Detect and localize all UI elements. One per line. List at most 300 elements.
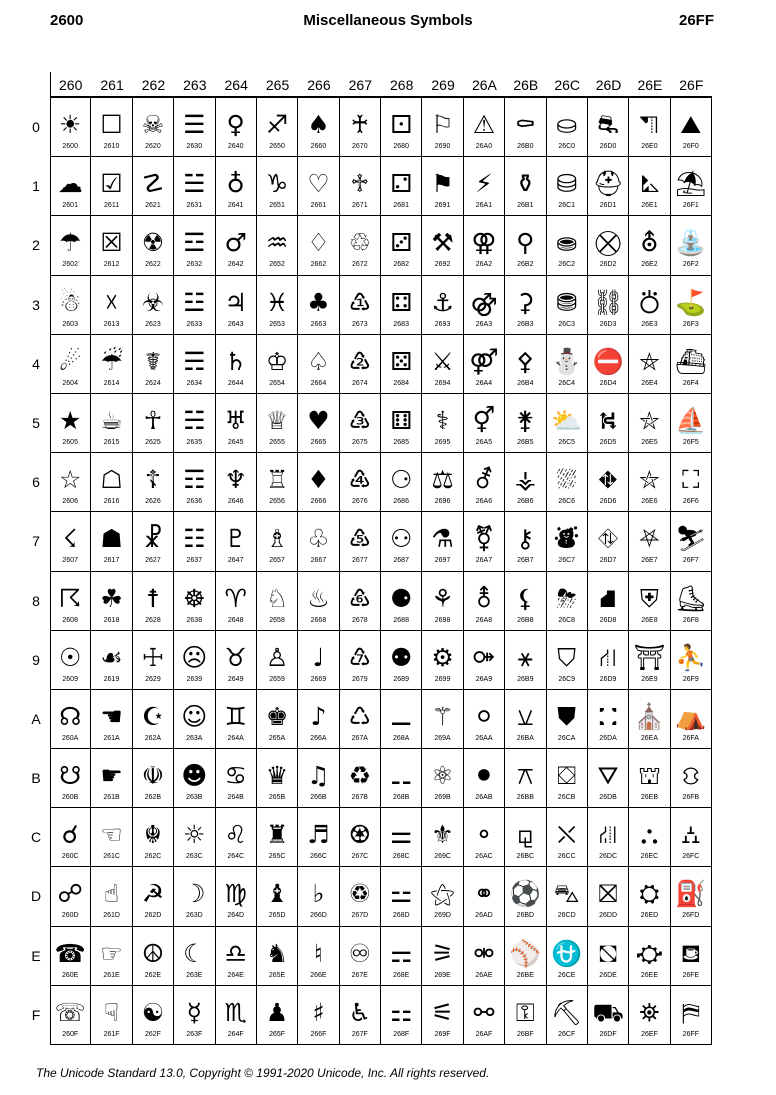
code-cell xyxy=(629,157,670,216)
symbol-glyph: ⚫ xyxy=(473,761,495,791)
symbol-glyph: ⛵ xyxy=(675,405,707,435)
symbol-glyph: ♉ xyxy=(224,642,247,672)
code-point-label: 26E9 xyxy=(641,675,658,683)
symbol-glyph: ♗ xyxy=(265,524,289,554)
code-point-label: 26C9 xyxy=(558,675,576,683)
code-point-label: 2688 xyxy=(393,616,409,624)
code-point-label: 2638 xyxy=(186,616,203,624)
symbol-glyph: ⚮ xyxy=(473,938,495,968)
code-cell xyxy=(505,867,546,926)
code-point-label: 267D xyxy=(351,912,369,920)
symbol-glyph: ♏ xyxy=(224,997,247,1027)
code-cell xyxy=(588,927,629,986)
code-cell xyxy=(464,690,505,749)
code-point-label: 2650 xyxy=(269,143,285,150)
code-point-label: 2643 xyxy=(227,320,244,328)
code-cell xyxy=(588,690,629,749)
code-point-label: 2632 xyxy=(186,261,203,269)
code-point-label: 2640 xyxy=(227,143,244,150)
symbol-glyph: ⛹ xyxy=(675,642,707,672)
symbol-glyph: ♣ xyxy=(307,287,330,317)
row-header: 9 xyxy=(32,651,40,668)
symbol-glyph: ☞ xyxy=(100,938,123,968)
symbol-glyph: ☯ xyxy=(141,997,165,1027)
code-point-label: 260D xyxy=(61,912,79,920)
symbol-glyph: ♎ xyxy=(224,938,247,968)
code-point-label: 2668 xyxy=(310,616,327,624)
code-point-label: 26C6 xyxy=(558,498,576,506)
code-point-label: 26AB xyxy=(475,794,493,802)
code-point-label: 267C xyxy=(351,853,369,861)
code-cell xyxy=(671,335,712,394)
code-cell xyxy=(381,453,422,512)
code-cell xyxy=(216,631,257,690)
code-point-label: 2655 xyxy=(269,438,285,446)
code-point-label: 26C7 xyxy=(558,557,576,565)
code-point-label: 2694 xyxy=(434,379,451,387)
code-cell xyxy=(505,808,546,867)
symbol-glyph: ⛤ xyxy=(639,346,660,376)
symbol-glyph: ⛅ xyxy=(551,405,583,435)
symbol-glyph: ☽ xyxy=(183,879,206,909)
code-cell xyxy=(629,216,670,275)
code-point-label: 2669 xyxy=(310,675,327,683)
symbol-glyph: ⚺ xyxy=(516,701,534,731)
symbol-glyph: ☍ xyxy=(57,879,83,909)
code-cell xyxy=(298,157,339,216)
code-cell xyxy=(216,335,257,394)
symbol-glyph: ⛲ xyxy=(675,228,707,258)
code-point-label: 26DF xyxy=(599,1030,617,1038)
code-point-label: 260C xyxy=(61,853,79,861)
symbol-glyph: ♸ xyxy=(348,583,372,613)
symbol-glyph: ☜ xyxy=(100,820,123,850)
code-cell xyxy=(381,927,422,986)
code-cell xyxy=(298,749,339,808)
code-cell xyxy=(340,216,381,275)
symbol-glyph: ⛍ xyxy=(553,879,580,909)
code-point-label: 26AF xyxy=(475,1030,493,1038)
code-point-label: 26C1 xyxy=(558,202,576,210)
code-point-label: 26A8 xyxy=(475,616,493,624)
code-point-label: 261E xyxy=(103,971,120,979)
symbol-glyph: ♓ xyxy=(265,287,289,317)
code-point-label: 26E2 xyxy=(641,261,658,269)
symbol-glyph: ♁ xyxy=(226,169,245,199)
code-cell xyxy=(174,453,215,512)
symbol-glyph: ♳ xyxy=(348,287,372,317)
symbol-glyph: ☒ xyxy=(100,228,123,258)
symbol-glyph: ⚅ xyxy=(390,405,413,435)
code-point-label: 261B xyxy=(103,794,120,802)
code-cell xyxy=(671,216,712,275)
symbol-glyph: ☉ xyxy=(58,642,82,672)
code-point-label: 269C xyxy=(434,853,451,861)
code-cell xyxy=(547,927,588,986)
code-cell xyxy=(505,986,546,1045)
symbol-glyph: ☂ xyxy=(58,228,82,258)
symbol-glyph: ⛂ xyxy=(556,228,578,258)
code-point-label: 26EA xyxy=(640,734,658,742)
row-header: 3 xyxy=(32,296,40,313)
code-point-label: 26A6 xyxy=(475,498,493,506)
symbol-glyph: ⚩ xyxy=(473,642,495,672)
code-point-label: 265A xyxy=(268,734,286,742)
code-point-label: 2608 xyxy=(62,616,78,624)
symbol-glyph: ⚘ xyxy=(431,583,454,613)
symbol-glyph: ♧ xyxy=(307,524,330,554)
symbol-glyph: ♨ xyxy=(307,583,330,613)
code-point-label: 2605 xyxy=(62,438,78,446)
code-cell xyxy=(91,98,132,157)
symbol-glyph: ⚴ xyxy=(516,346,535,376)
code-cell xyxy=(298,808,339,867)
column-header: 26A xyxy=(471,77,497,93)
symbol-glyph: ⚧ xyxy=(473,524,495,554)
code-cell xyxy=(216,216,257,275)
code-cell xyxy=(547,98,588,157)
symbol-glyph: ⚙ xyxy=(431,642,454,672)
symbol-glyph: ⚆ xyxy=(389,465,413,495)
code-cell xyxy=(133,98,174,157)
code-cell xyxy=(298,453,339,512)
symbol-glyph: ⚗ xyxy=(431,524,454,554)
symbol-glyph: ⛯ xyxy=(639,997,660,1027)
code-cell xyxy=(298,394,339,453)
symbol-glyph: ♻ xyxy=(348,761,372,791)
column-header: 268 xyxy=(390,77,414,93)
code-cell xyxy=(381,867,422,926)
symbol-glyph: ☓ xyxy=(104,287,119,317)
symbol-glyph: ♇ xyxy=(224,524,247,554)
code-point-label: 2684 xyxy=(393,379,409,387)
code-cell xyxy=(671,690,712,749)
code-cell xyxy=(257,335,298,394)
symbol-glyph: ☠ xyxy=(141,110,165,139)
symbol-glyph: ☐ xyxy=(100,110,123,139)
code-point-label: 269B xyxy=(434,794,451,802)
code-point-label: 263A xyxy=(186,734,203,742)
code-point-label: 2690 xyxy=(434,143,451,150)
symbol-glyph: ⛦ xyxy=(639,465,660,495)
symbol-glyph: ⛾ xyxy=(680,938,702,968)
symbol-glyph: ♰ xyxy=(350,110,370,139)
symbol-glyph: ☁ xyxy=(57,169,83,199)
code-cell xyxy=(174,927,215,986)
symbol-glyph: ☋ xyxy=(59,761,82,791)
code-point-label: 269D xyxy=(434,912,451,920)
code-cell xyxy=(133,631,174,690)
symbol-glyph: ⛻ xyxy=(681,761,701,791)
code-point-label: 265E xyxy=(268,971,286,979)
row-header: 4 xyxy=(32,355,40,372)
symbol-glyph: ⛝ xyxy=(598,879,618,909)
code-cell xyxy=(381,986,422,1045)
code-cell xyxy=(174,749,215,808)
code-cell xyxy=(216,927,257,986)
symbol-glyph: ☸ xyxy=(183,583,206,613)
symbol-glyph: ☫ xyxy=(141,761,165,791)
symbol-glyph: ⚐ xyxy=(431,110,454,139)
symbol-glyph: ⛼ xyxy=(681,820,701,850)
symbol-glyph: ⚥ xyxy=(472,405,496,435)
row-header: 5 xyxy=(32,414,40,431)
symbol-glyph: ☻ xyxy=(181,761,208,791)
code-cell xyxy=(547,808,588,867)
code-cell xyxy=(216,808,257,867)
code-point-label: 26BC xyxy=(516,853,535,861)
code-point-label: 26B8 xyxy=(517,616,534,624)
symbol-glyph: ⛔ xyxy=(592,346,624,376)
code-point-label: 26C8 xyxy=(558,616,576,624)
code-point-label: 26E3 xyxy=(641,320,658,328)
symbol-glyph: ☌ xyxy=(61,820,79,850)
code-cell xyxy=(422,335,463,394)
symbol-glyph: ☑ xyxy=(100,169,123,199)
symbol-glyph: ♖ xyxy=(265,465,289,495)
code-point-label: 26B0 xyxy=(517,143,534,150)
symbol-glyph: ⚟ xyxy=(431,997,454,1027)
code-cell xyxy=(547,631,588,690)
code-point-label: 26C4 xyxy=(558,379,576,387)
symbol-glyph: ⛫ xyxy=(637,761,661,791)
code-point-label: 266F xyxy=(310,1030,327,1038)
code-point-label: 2691 xyxy=(434,202,451,210)
symbol-glyph: ⚵ xyxy=(516,405,535,435)
code-point-label: 26B7 xyxy=(517,557,534,565)
code-point-label: 26BF xyxy=(516,1030,534,1038)
code-cell xyxy=(340,572,381,631)
code-point-label: 2634 xyxy=(186,379,203,387)
symbol-glyph: ♙ xyxy=(265,642,289,672)
symbol-glyph: ♩ xyxy=(312,642,325,672)
code-point-label: 26B3 xyxy=(517,320,534,328)
code-cell xyxy=(671,631,712,690)
code-point-label: 264D xyxy=(227,912,245,920)
code-cell xyxy=(91,276,132,335)
symbol-glyph: ⚕ xyxy=(435,405,450,435)
code-point-label: 2670 xyxy=(352,143,368,150)
symbol-glyph: ⛜ xyxy=(598,820,618,850)
symbol-glyph: ☭ xyxy=(141,879,165,909)
symbol-glyph: ♭ xyxy=(312,879,325,909)
code-point-label: 2625 xyxy=(145,438,161,446)
code-point-label: 26E4 xyxy=(641,379,658,387)
code-point-label: 26AC xyxy=(475,853,493,861)
code-cell xyxy=(588,808,629,867)
code-cell xyxy=(298,867,339,926)
code-cell xyxy=(298,276,339,335)
code-point-label: 2604 xyxy=(62,379,78,387)
symbol-glyph: ♔ xyxy=(265,346,289,376)
code-cell xyxy=(629,867,670,926)
symbol-glyph: ⚂ xyxy=(390,228,413,258)
symbol-glyph: ⛙ xyxy=(599,642,617,672)
code-cell xyxy=(629,276,670,335)
symbol-glyph: ♒ xyxy=(265,228,289,258)
code-cell xyxy=(91,749,132,808)
code-point-label: 26F6 xyxy=(682,498,699,506)
code-point-label: 2627 xyxy=(145,557,161,565)
code-point-label: 26F5 xyxy=(682,438,699,446)
code-cell xyxy=(133,572,174,631)
code-point-label: 26FB xyxy=(682,794,700,802)
symbol-glyph: ☧ xyxy=(143,524,163,554)
code-point-label: 268F xyxy=(393,1030,410,1038)
symbol-glyph: ⛺ xyxy=(675,701,707,731)
code-cell xyxy=(298,98,339,157)
code-point-label: 2656 xyxy=(269,498,285,506)
code-point-label: 2666 xyxy=(310,498,327,506)
code-cell xyxy=(505,927,546,986)
symbol-glyph: ⛬ xyxy=(640,820,659,850)
code-point-label: 26D4 xyxy=(599,379,617,387)
code-point-label: 2692 xyxy=(434,261,451,269)
symbol-glyph: ☄ xyxy=(58,346,82,376)
code-cell xyxy=(133,276,174,335)
code-point-label: 2628 xyxy=(145,616,161,624)
code-cell xyxy=(91,927,132,986)
code-cell xyxy=(174,867,215,926)
symbol-glyph: ♜ xyxy=(265,820,289,850)
symbol-glyph: ☙ xyxy=(100,642,123,672)
symbol-glyph: ♺ xyxy=(348,701,372,731)
code-cell xyxy=(671,98,712,157)
range-end-code: 26FF xyxy=(678,12,714,29)
symbol-glyph: ☾ xyxy=(183,938,206,968)
symbol-glyph: ♠ xyxy=(307,110,330,139)
code-cell xyxy=(629,335,670,394)
code-cell xyxy=(629,98,670,157)
code-point-label: 26D9 xyxy=(599,675,617,683)
code-cell xyxy=(588,986,629,1045)
code-cell xyxy=(133,394,174,453)
code-cell xyxy=(257,631,298,690)
code-cell xyxy=(340,808,381,867)
code-cell xyxy=(340,394,381,453)
code-cell xyxy=(340,690,381,749)
code-cell xyxy=(505,453,546,512)
code-cell xyxy=(464,335,505,394)
column-header: 261 xyxy=(100,77,124,93)
symbol-glyph: ⚚ xyxy=(431,701,454,731)
code-point-label: 2698 xyxy=(434,616,451,624)
symbol-glyph: ♟ xyxy=(265,997,289,1027)
symbol-glyph: ♥ xyxy=(307,405,330,435)
code-point-label: 26B4 xyxy=(517,379,534,387)
code-cell xyxy=(340,927,381,986)
code-point-label: 2648 xyxy=(227,616,244,624)
symbol-glyph: ⚪ xyxy=(473,701,495,731)
symbol-glyph: ☴ xyxy=(183,346,206,376)
symbol-glyph: ☰ xyxy=(183,110,206,139)
code-point-label: 266A xyxy=(310,734,327,742)
block-title: Miscellaneous Symbols xyxy=(303,12,473,29)
code-point-label: 267E xyxy=(351,971,368,979)
code-cell xyxy=(588,631,629,690)
symbol-glyph: ⛥ xyxy=(639,405,660,435)
code-cell xyxy=(464,631,505,690)
code-point-label: 26BD xyxy=(516,912,535,920)
code-cell xyxy=(547,690,588,749)
code-point-label: 2644 xyxy=(227,379,244,387)
code-point-label: 2629 xyxy=(145,675,161,683)
column-header: 26F xyxy=(679,77,704,93)
symbol-glyph: ⛩ xyxy=(633,642,666,672)
code-point-label: 268B xyxy=(393,794,410,802)
code-point-label: 26F7 xyxy=(682,557,699,565)
symbol-glyph: ⛚ xyxy=(599,701,617,731)
code-cell xyxy=(257,394,298,453)
code-point-label: 2652 xyxy=(269,261,285,269)
code-cell xyxy=(422,986,463,1045)
code-cell xyxy=(671,276,712,335)
code-point-label: 2615 xyxy=(103,438,120,446)
symbol-glyph: ⚱ xyxy=(514,169,536,199)
symbol-glyph: ☶ xyxy=(183,465,206,495)
code-cell xyxy=(588,276,629,335)
symbol-glyph: ⛧ xyxy=(639,524,660,554)
code-point-label: 2617 xyxy=(103,557,120,565)
symbol-glyph: ⚸ xyxy=(516,583,535,613)
code-point-label: 2636 xyxy=(186,498,203,506)
code-point-label: 2680 xyxy=(393,143,409,150)
code-cell xyxy=(50,276,91,335)
code-point-label: 260A xyxy=(62,734,79,742)
code-cell xyxy=(340,335,381,394)
code-point-label: 269E xyxy=(434,971,451,979)
code-point-label: 2618 xyxy=(103,616,120,624)
code-cell xyxy=(547,867,588,926)
code-cell xyxy=(381,808,422,867)
symbol-glyph: ♂ xyxy=(224,228,247,258)
symbol-glyph: ♵ xyxy=(348,405,372,435)
symbol-glyph: ☇ xyxy=(63,524,78,554)
code-cell xyxy=(381,572,422,631)
code-cell xyxy=(422,157,463,216)
code-cell xyxy=(257,867,298,926)
symbol-glyph: ⛀ xyxy=(556,110,578,139)
code-point-label: 2696 xyxy=(434,498,451,506)
symbol-glyph: ☿ xyxy=(186,997,202,1027)
code-point-label: 2612 xyxy=(103,261,120,269)
code-point-label: 26FF xyxy=(682,1030,699,1038)
symbol-glyph: ⚡ xyxy=(475,169,493,199)
code-point-label: 26A2 xyxy=(475,261,493,269)
code-cell xyxy=(298,572,339,631)
code-point-label: 2602 xyxy=(62,261,78,269)
code-point-label: 26DC xyxy=(599,853,618,861)
code-point-label: 2651 xyxy=(269,202,285,210)
symbol-glyph: ⚛ xyxy=(431,761,454,791)
code-point-label: 2609 xyxy=(62,675,78,683)
code-cell xyxy=(91,867,132,926)
code-cell xyxy=(671,927,712,986)
code-point-label: 26A4 xyxy=(475,379,493,387)
symbol-glyph: ⛈ xyxy=(556,583,577,613)
symbol-glyph: ☬ xyxy=(144,820,162,850)
code-point-label: 265D xyxy=(268,912,286,920)
code-point-label: 2637 xyxy=(186,557,203,565)
code-cell xyxy=(505,98,546,157)
code-cell xyxy=(547,276,588,335)
code-point-label: 2645 xyxy=(227,438,244,446)
code-point-label: 267B xyxy=(351,794,368,802)
code-cell xyxy=(50,867,91,926)
symbol-glyph: ⛓ xyxy=(592,287,624,317)
symbol-glyph: ☃ xyxy=(58,287,82,317)
code-point-label: 26D3 xyxy=(599,320,617,328)
